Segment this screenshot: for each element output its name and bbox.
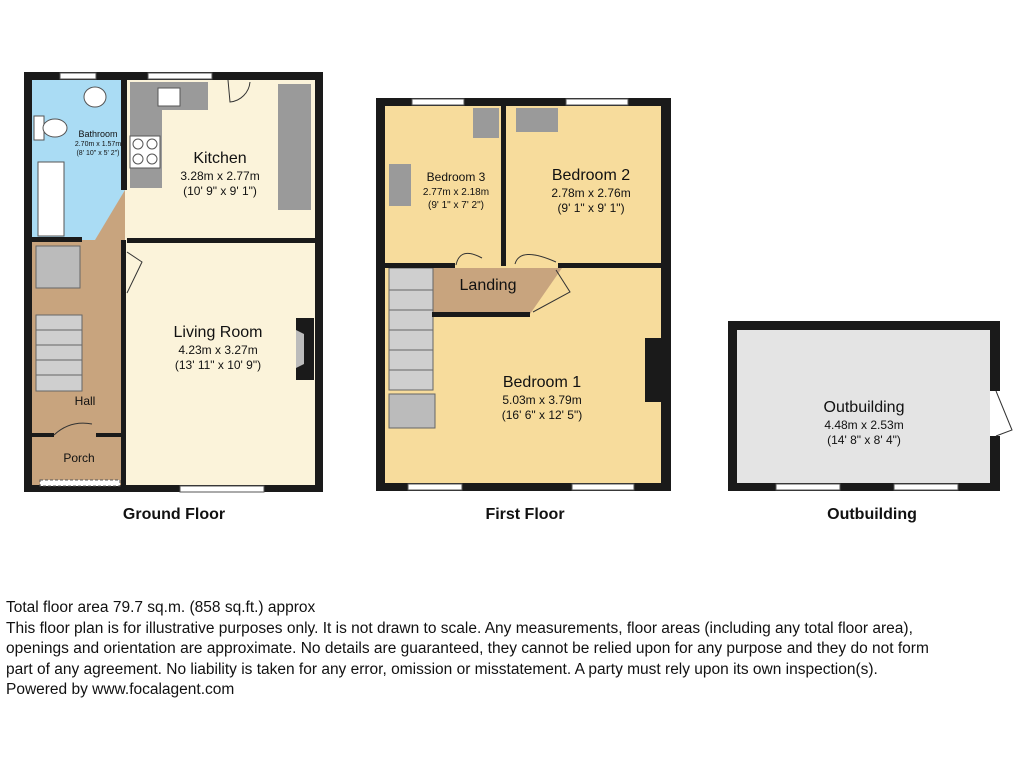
staircase: [36, 315, 82, 391]
wardrobe: [516, 108, 558, 132]
sink-icon: [158, 88, 180, 106]
bath-tub-icon: [38, 162, 64, 236]
porch-glazing: [40, 480, 120, 486]
window: [148, 73, 212, 79]
window: [776, 484, 840, 490]
disclaimer-line: openings and orientation are approximate. No details are guaranteed, they cannot be relied upon for any purpose and they do not form: [6, 640, 929, 657]
toilet-icon: [43, 119, 67, 137]
porch-name: Porch: [63, 451, 95, 465]
window: [412, 99, 464, 105]
bedroom1-name: Bedroom 1: [502, 374, 582, 391]
outbuilding-metric: 4.48m x 2.53m: [824, 418, 904, 432]
window: [894, 484, 958, 490]
kitchen-metric: 3.28m x 2.77m: [180, 169, 260, 183]
bedroom2-imperial: (9' 1" x 9' 1"): [557, 201, 625, 215]
bathroom-name: Bathroom: [78, 129, 118, 139]
ground-floor-label: Ground Floor: [122, 506, 226, 523]
ground-floor: [24, 72, 323, 492]
landing-name: Landing: [459, 277, 517, 294]
bathroom-metric: 2.70m x 1.57m: [74, 141, 122, 148]
total-floor-area: Total floor area 79.7 sq.m. (858 sq.ft.) approx: [6, 599, 316, 616]
bedroom2-metric: 2.78m x 2.76m: [551, 186, 631, 200]
basin-icon: [84, 87, 106, 107]
wardrobe: [389, 164, 411, 206]
first-floor-label: First Floor: [485, 506, 565, 523]
outbuilding-label: Outbuilding: [827, 506, 917, 523]
window: [408, 484, 462, 490]
bedroom1-metric: 5.03m x 3.79m: [502, 393, 582, 407]
hall-name: Hall: [74, 394, 96, 408]
kitchen-worktop-side: [130, 82, 162, 188]
chimney-breast: [645, 338, 661, 402]
disclaimer-line: part of any agreement. No liability is taken for any error, omission or misstatement. A party must rely upon its own inspection(s).: [6, 660, 878, 678]
bedroom1-imperial: (16' 6" x 12' 5"): [501, 408, 583, 422]
window: [180, 486, 264, 492]
door-swing: [996, 391, 1012, 436]
window: [566, 99, 628, 105]
powered-by: Powered by www.focalagent.com: [6, 681, 235, 698]
bedroom2-name: Bedroom 2: [551, 167, 631, 184]
living-room-imperial: (13' 11" x 10' 9"): [174, 358, 262, 372]
staircase: [389, 268, 433, 390]
living-room-metric: 4.23m x 3.27m: [178, 343, 258, 357]
kitchen-unit: [278, 84, 311, 210]
kitchen-imperial: (10' 9" x 9' 1"): [183, 184, 257, 198]
disclaimer-line: This floor plan is for illustrative purposes only. It is not drawn to scale. Any measurements, floor areas (including any total floor area),: [6, 619, 913, 637]
window: [572, 484, 634, 490]
bedroom3-imperial: (9' 1" x 7' 2"): [428, 200, 484, 211]
cupboard: [389, 394, 435, 428]
outbuilding-name: Outbuilding: [823, 399, 905, 416]
bedroom3-metric: 2.77m x 2.18m: [422, 187, 490, 198]
hearth: [296, 330, 304, 368]
bedroom3-name: Bedroom 3: [426, 170, 486, 184]
wardrobe: [473, 108, 499, 138]
living-room-name: Living Room: [173, 324, 263, 341]
outbuilding-imperial: (14' 8" x 8' 4"): [827, 433, 901, 447]
window: [60, 73, 96, 79]
kitchen-name: Kitchen: [193, 150, 247, 167]
cupboard: [36, 246, 80, 288]
footer: [6, 598, 1021, 701]
first-floor: [376, 98, 671, 491]
bathroom-imperial: (8' 10" x 5' 2"): [76, 150, 120, 157]
